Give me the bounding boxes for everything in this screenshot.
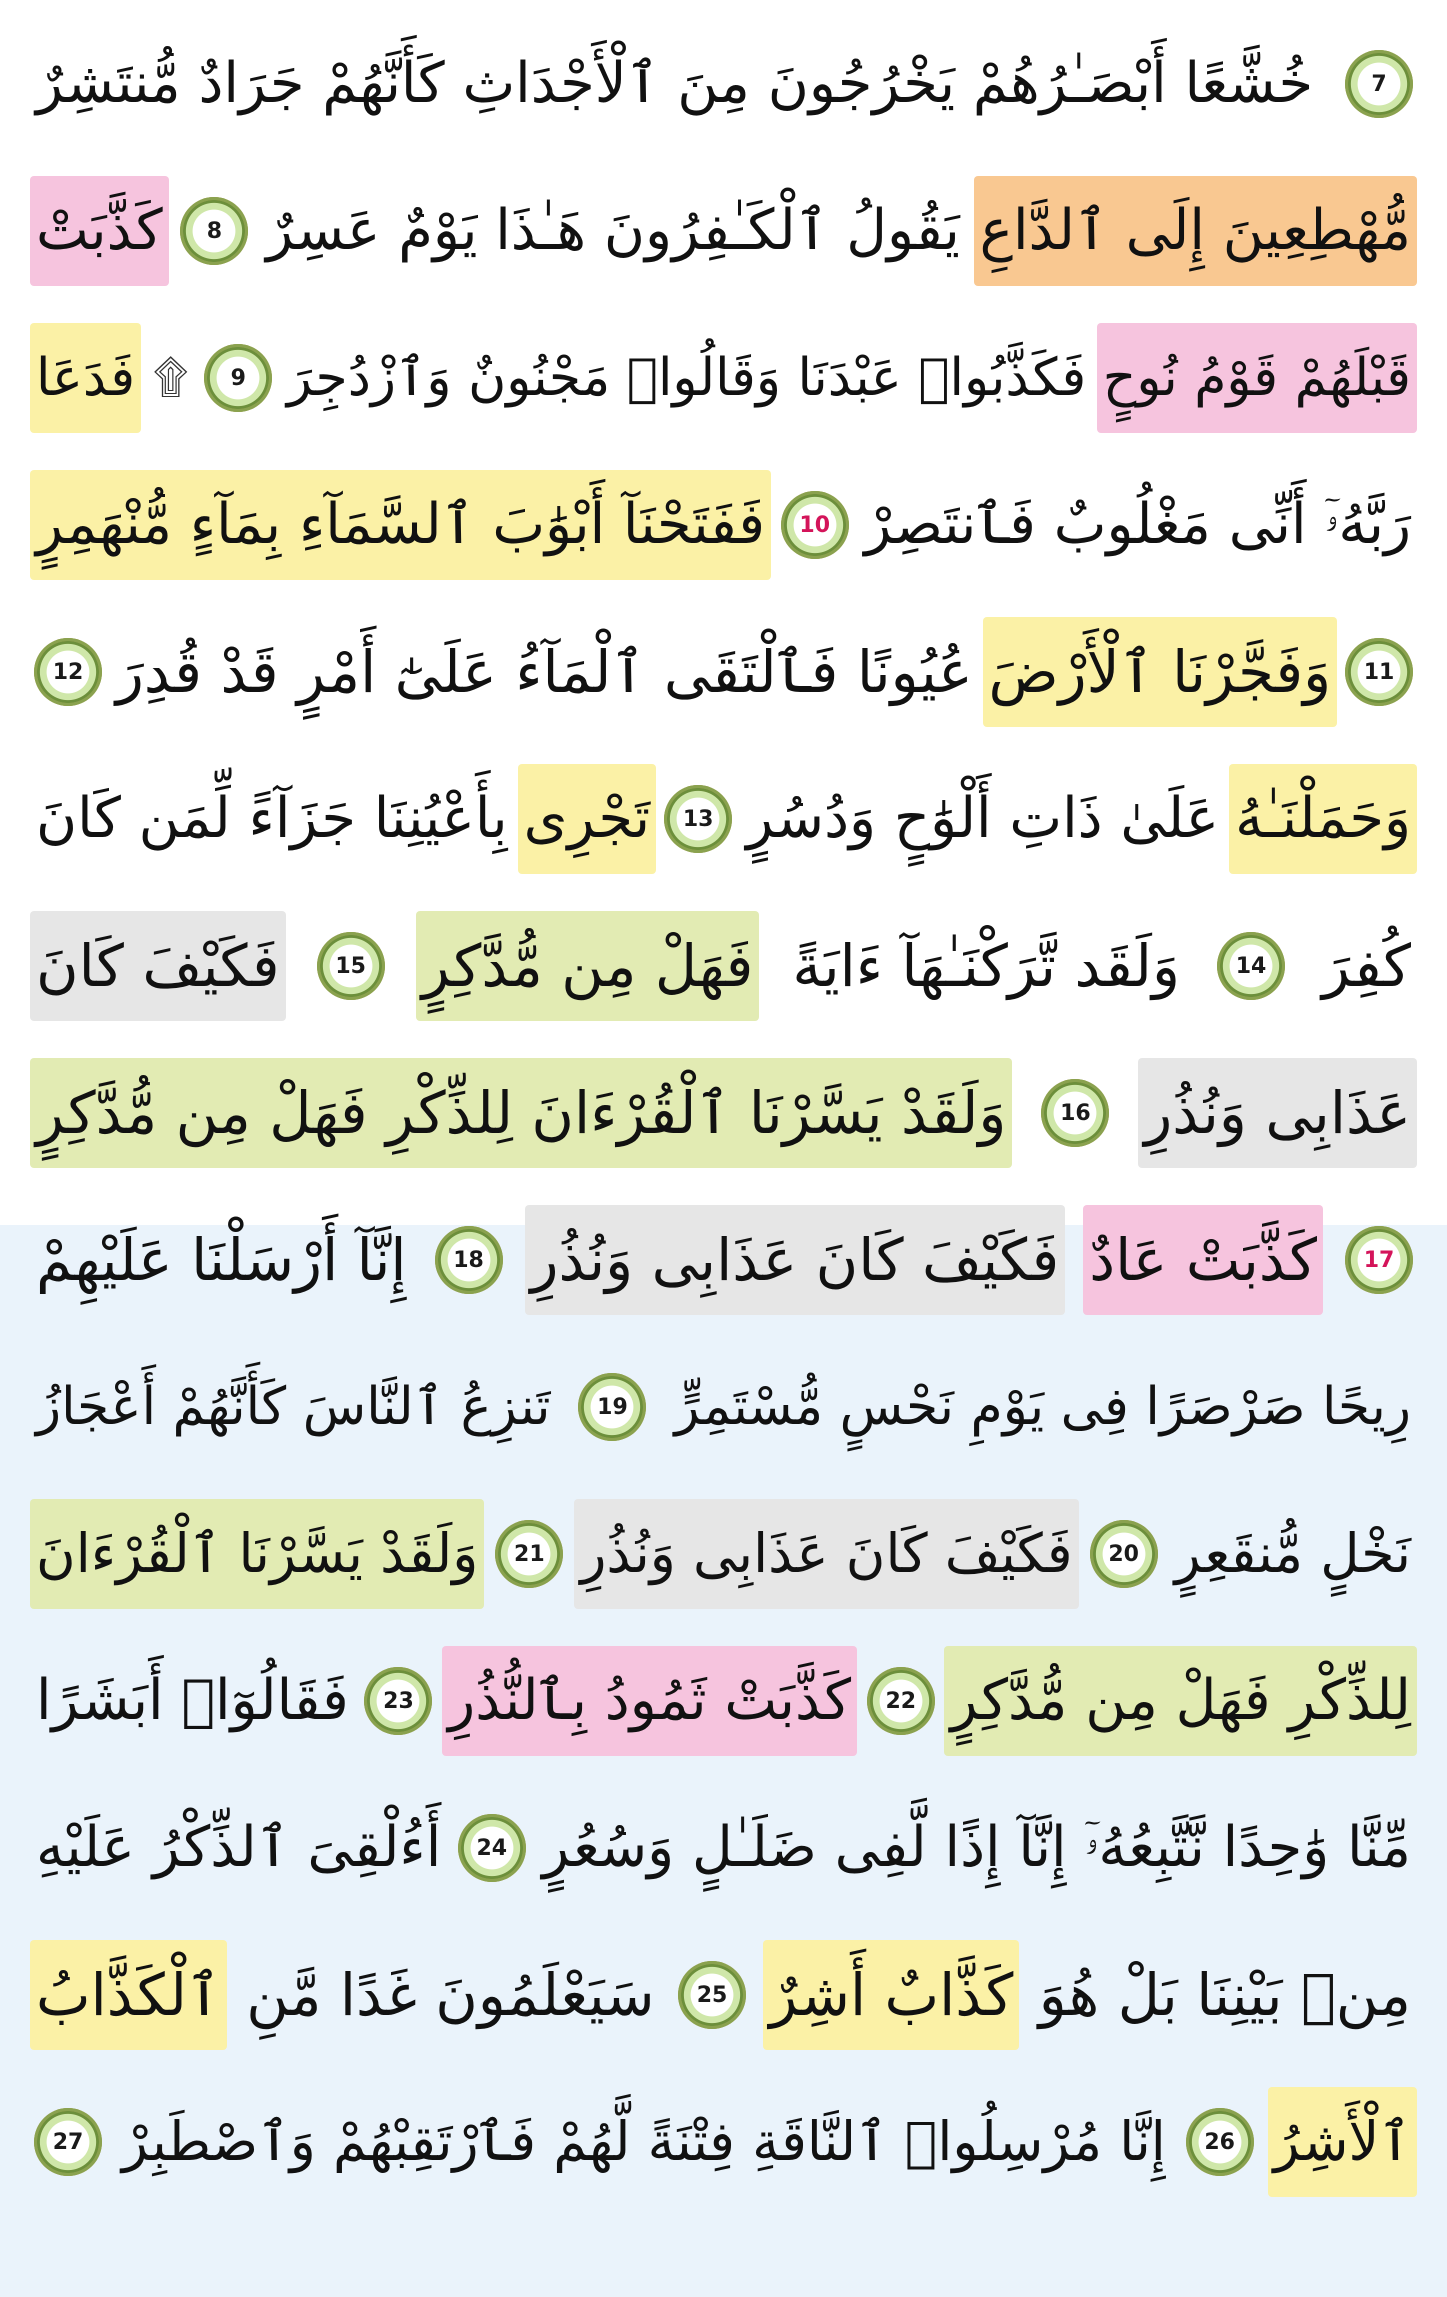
ayah-number: 24 (476, 1835, 508, 1861)
verse-line (30, 20, 1417, 148)
highlighted-verse-text: فَكَيْفَ كَانَ عَذَابِى وَنُذُرِ (574, 1499, 1078, 1609)
highlighted-verse-text: عَذَابِى وَنُذُرِ (1138, 1058, 1417, 1168)
verse-line (30, 1343, 1417, 1471)
ayah-number-medallion[interactable] (1217, 932, 1285, 1000)
verse-text: إِنَّآ أَرْسَلْنَا عَلَيْهِمْ (36, 1226, 407, 1294)
ayah-number-medallion[interactable] (664, 785, 732, 853)
ayah-number: 12 (52, 659, 84, 685)
ayah-number-medallion[interactable] (495, 1520, 563, 1588)
verse-text: رَبَّهُۥٓ أَنِّى مَغْلُوبٌ فَٱنتَصِرْ (864, 492, 1411, 557)
verse-text: تَنزِعُ ٱلنَّاسَ كَأَنَّهُمْ أَعْجَازُ (36, 1377, 551, 1437)
highlighted-verse-text: كَذَّبَتْ ثَمُودُ بِٱلنُّذُرِ (442, 1646, 857, 1756)
highlighted-verse-text: تَجْرِى (518, 764, 656, 874)
ayah-number-medallion[interactable] (1345, 1226, 1413, 1294)
verse-line (30, 1196, 1417, 1324)
verse-text: مِّنَّا وَٰحِدًا نَّتَّبِعُهُۥٓ إِنَّآ إِذًا لَّفِى ضَلَـٰلٍ وَسُعُرٍ (542, 1815, 1411, 1880)
verse-line (30, 755, 1417, 883)
highlighted-verse-text: ٱلْكَذَّابُ (30, 1940, 227, 2050)
highlighted-verse-text: لِلذِّكْرِ فَهَلْ مِن مُّدَّكِرٍ (944, 1646, 1417, 1756)
verse-text: رِيحًا صَرْصَرًا فِى يَوْمِ نَحْسٍ مُّسْتَمِرٍّ (674, 1377, 1411, 1437)
ayah-number-medallion[interactable] (867, 1667, 935, 1735)
verse-text: عَلَىٰ ذَاتِ أَلْوَٰحٍ وَدُسُرٍ (746, 786, 1220, 851)
ayah-number: 16 (1060, 1100, 1091, 1126)
verse-line (30, 1637, 1417, 1765)
ayah-number: 22 (885, 1688, 917, 1714)
highlighted-verse-text: مُّهْطِعِينَ إِلَى ٱلدَّاعِ (974, 176, 1417, 286)
verse-line (30, 167, 1417, 295)
verse-text: فَقَالُوٓا۟ أَبَشَرًا (36, 1668, 349, 1733)
sajda-icon: ۩ (153, 350, 189, 404)
verse-line (30, 608, 1417, 736)
highlighted-verse-text: كَذَّبَتْ عَادٌ (1083, 1205, 1323, 1315)
ayah-number: 13 (682, 806, 714, 832)
verse-text: إِنَّا مُرْسِلُوا۟ ٱلنَّاقَةِ فِتْنَةً لَّهُمْ فَٱرْتَقِبْهُمْ وَٱصْطَبِرْ (121, 2110, 1166, 2173)
ayah-number-medallion[interactable] (781, 491, 849, 559)
highlighted-verse-text: وَحَمَلْنَـٰهُ (1229, 764, 1417, 874)
verse-text: يَقُولُ ٱلْكَـٰفِرُونَ هَـٰذَا يَوْمٌ عَسِرٌ (266, 198, 960, 263)
verse-line (30, 1931, 1417, 2059)
ayah-number-medallion[interactable] (678, 1961, 746, 2029)
ayah-number-medallion[interactable] (1090, 1520, 1158, 1588)
highlighted-verse-text: كَذَّبَتْ (30, 176, 169, 286)
highlighted-verse-text: فَفَتَحْنَآ أَبْوَٰبَ ٱلسَّمَآءِ بِمَآءٍ مُّنْهَمِرٍ (30, 470, 771, 580)
verse-text: مِنۢ بَيْنِنَا بَلْ هُوَ (1038, 1961, 1411, 2029)
ayah-number: 10 (799, 512, 831, 538)
ayah-number: 25 (696, 1982, 728, 2008)
highlighted-verse-text: فَدَعَا (30, 323, 141, 433)
ayah-number: 7 (1371, 71, 1387, 97)
ayah-number-medallion[interactable] (1345, 638, 1413, 706)
ayah-number: 9 (230, 365, 246, 391)
ayah-number-medallion[interactable] (458, 1814, 526, 1882)
verse-line (30, 2078, 1417, 2206)
ayah-number-medallion[interactable] (34, 638, 102, 706)
ayah-number-medallion[interactable] (317, 932, 385, 1000)
ayah-number-medallion[interactable] (364, 1667, 432, 1735)
verse-text: وَلَقَد تَّرَكْنَـٰهَآ ءَايَةً (792, 932, 1180, 1000)
verse-text: خُشَّعًا أَبْصَـٰرُهُمْ يَخْرُجُونَ مِنَ ٱلْأَجْدَاثِ كَأَنَّهُمْ جَرَادٌ مُّنتَشِرٌ (36, 51, 1314, 116)
verse-text: نَخْلٍ مُّنقَعِرٍ (1174, 1522, 1411, 1585)
verse-text: بِأَعْيُنِنَا جَزَآءً لِّمَن كَانَ (36, 786, 508, 851)
ayah-number: 23 (383, 1688, 414, 1714)
highlighted-verse-text: وَفَجَّرْنَا ٱلْأَرْضَ (983, 617, 1338, 727)
ayah-number: 15 (335, 953, 366, 979)
highlighted-verse-text: قَبْلَهُمْ قَوْمُ نُوحٍ (1097, 323, 1417, 433)
ayah-number-medallion[interactable] (578, 1373, 646, 1441)
highlighted-verse-text: فَهَلْ مِن مُّدَّكِرٍ (416, 911, 760, 1021)
ayah-number-medallion[interactable] (1041, 1079, 1109, 1147)
ayah-number-medallion[interactable] (180, 197, 248, 265)
verse-line (30, 314, 1417, 442)
ayah-number-medallion[interactable] (204, 344, 272, 412)
ayah-number: 20 (1108, 1541, 1139, 1567)
ayah-number: 21 (514, 1541, 545, 1567)
verse-text: عُيُونًا فَٱلْتَقَى ٱلْمَآءُ عَلَىٰٓ أَمْرٍ قَدْ قُدِرَ (115, 638, 973, 706)
ayah-number-medallion[interactable] (1186, 2108, 1254, 2176)
ayah-number: 27 (52, 2129, 84, 2155)
highlighted-verse-text: فَكَيْفَ كَانَ عَذَابِى وَنُذُرِ (525, 1205, 1066, 1315)
ayah-number-medallion[interactable] (1345, 50, 1413, 118)
ayah-number-medallion[interactable] (435, 1226, 503, 1294)
highlighted-verse-text: ٱلْأَشِرُ (1268, 2087, 1417, 2197)
ayah-number: 26 (1204, 2129, 1235, 2155)
verse-text: فَكَذَّبُوا۟ عَبْدَنَا وَقَالُوا۟ مَجْنُونٌ وَٱزْدُجِرَ (286, 348, 1087, 408)
highlighted-verse-text: كَذَّابٌ أَشِرٌ (763, 1940, 1019, 2050)
verse-text: سَيَعْلَمُونَ غَدًا مَّنِ (246, 1961, 655, 2029)
ayah-number: 11 (1363, 659, 1395, 685)
verse-line (30, 461, 1417, 589)
highlighted-verse-text: وَلَقَدْ يَسَّرْنَا ٱلْقُرْءَانَ لِلذِّكْرِ فَهَلْ مِن مُّدَّكِرٍ (30, 1058, 1012, 1168)
ayah-number: 18 (453, 1247, 484, 1273)
ayah-number: 8 (206, 218, 223, 244)
verse-line (30, 1784, 1417, 1912)
highlighted-verse-text: فَكَيْفَ كَانَ (30, 911, 286, 1021)
ayah-number: 14 (1235, 953, 1267, 979)
ayah-number: 19 (597, 1394, 628, 1420)
ayah-number: 17 (1363, 1247, 1395, 1273)
verse-text: كُفِرَ (1322, 932, 1411, 1000)
verse-line (30, 902, 1417, 1030)
verse-text: أَءُلْقِىَ ٱلذِّكْرُ عَلَيْهِ (36, 1815, 442, 1880)
verse-line (30, 1049, 1417, 1177)
ayah-number-medallion[interactable] (34, 2108, 102, 2176)
highlighted-verse-text: وَلَقَدْ يَسَّرْنَا ٱلْقُرْءَانَ (30, 1499, 484, 1609)
verse-line (30, 1490, 1417, 1618)
